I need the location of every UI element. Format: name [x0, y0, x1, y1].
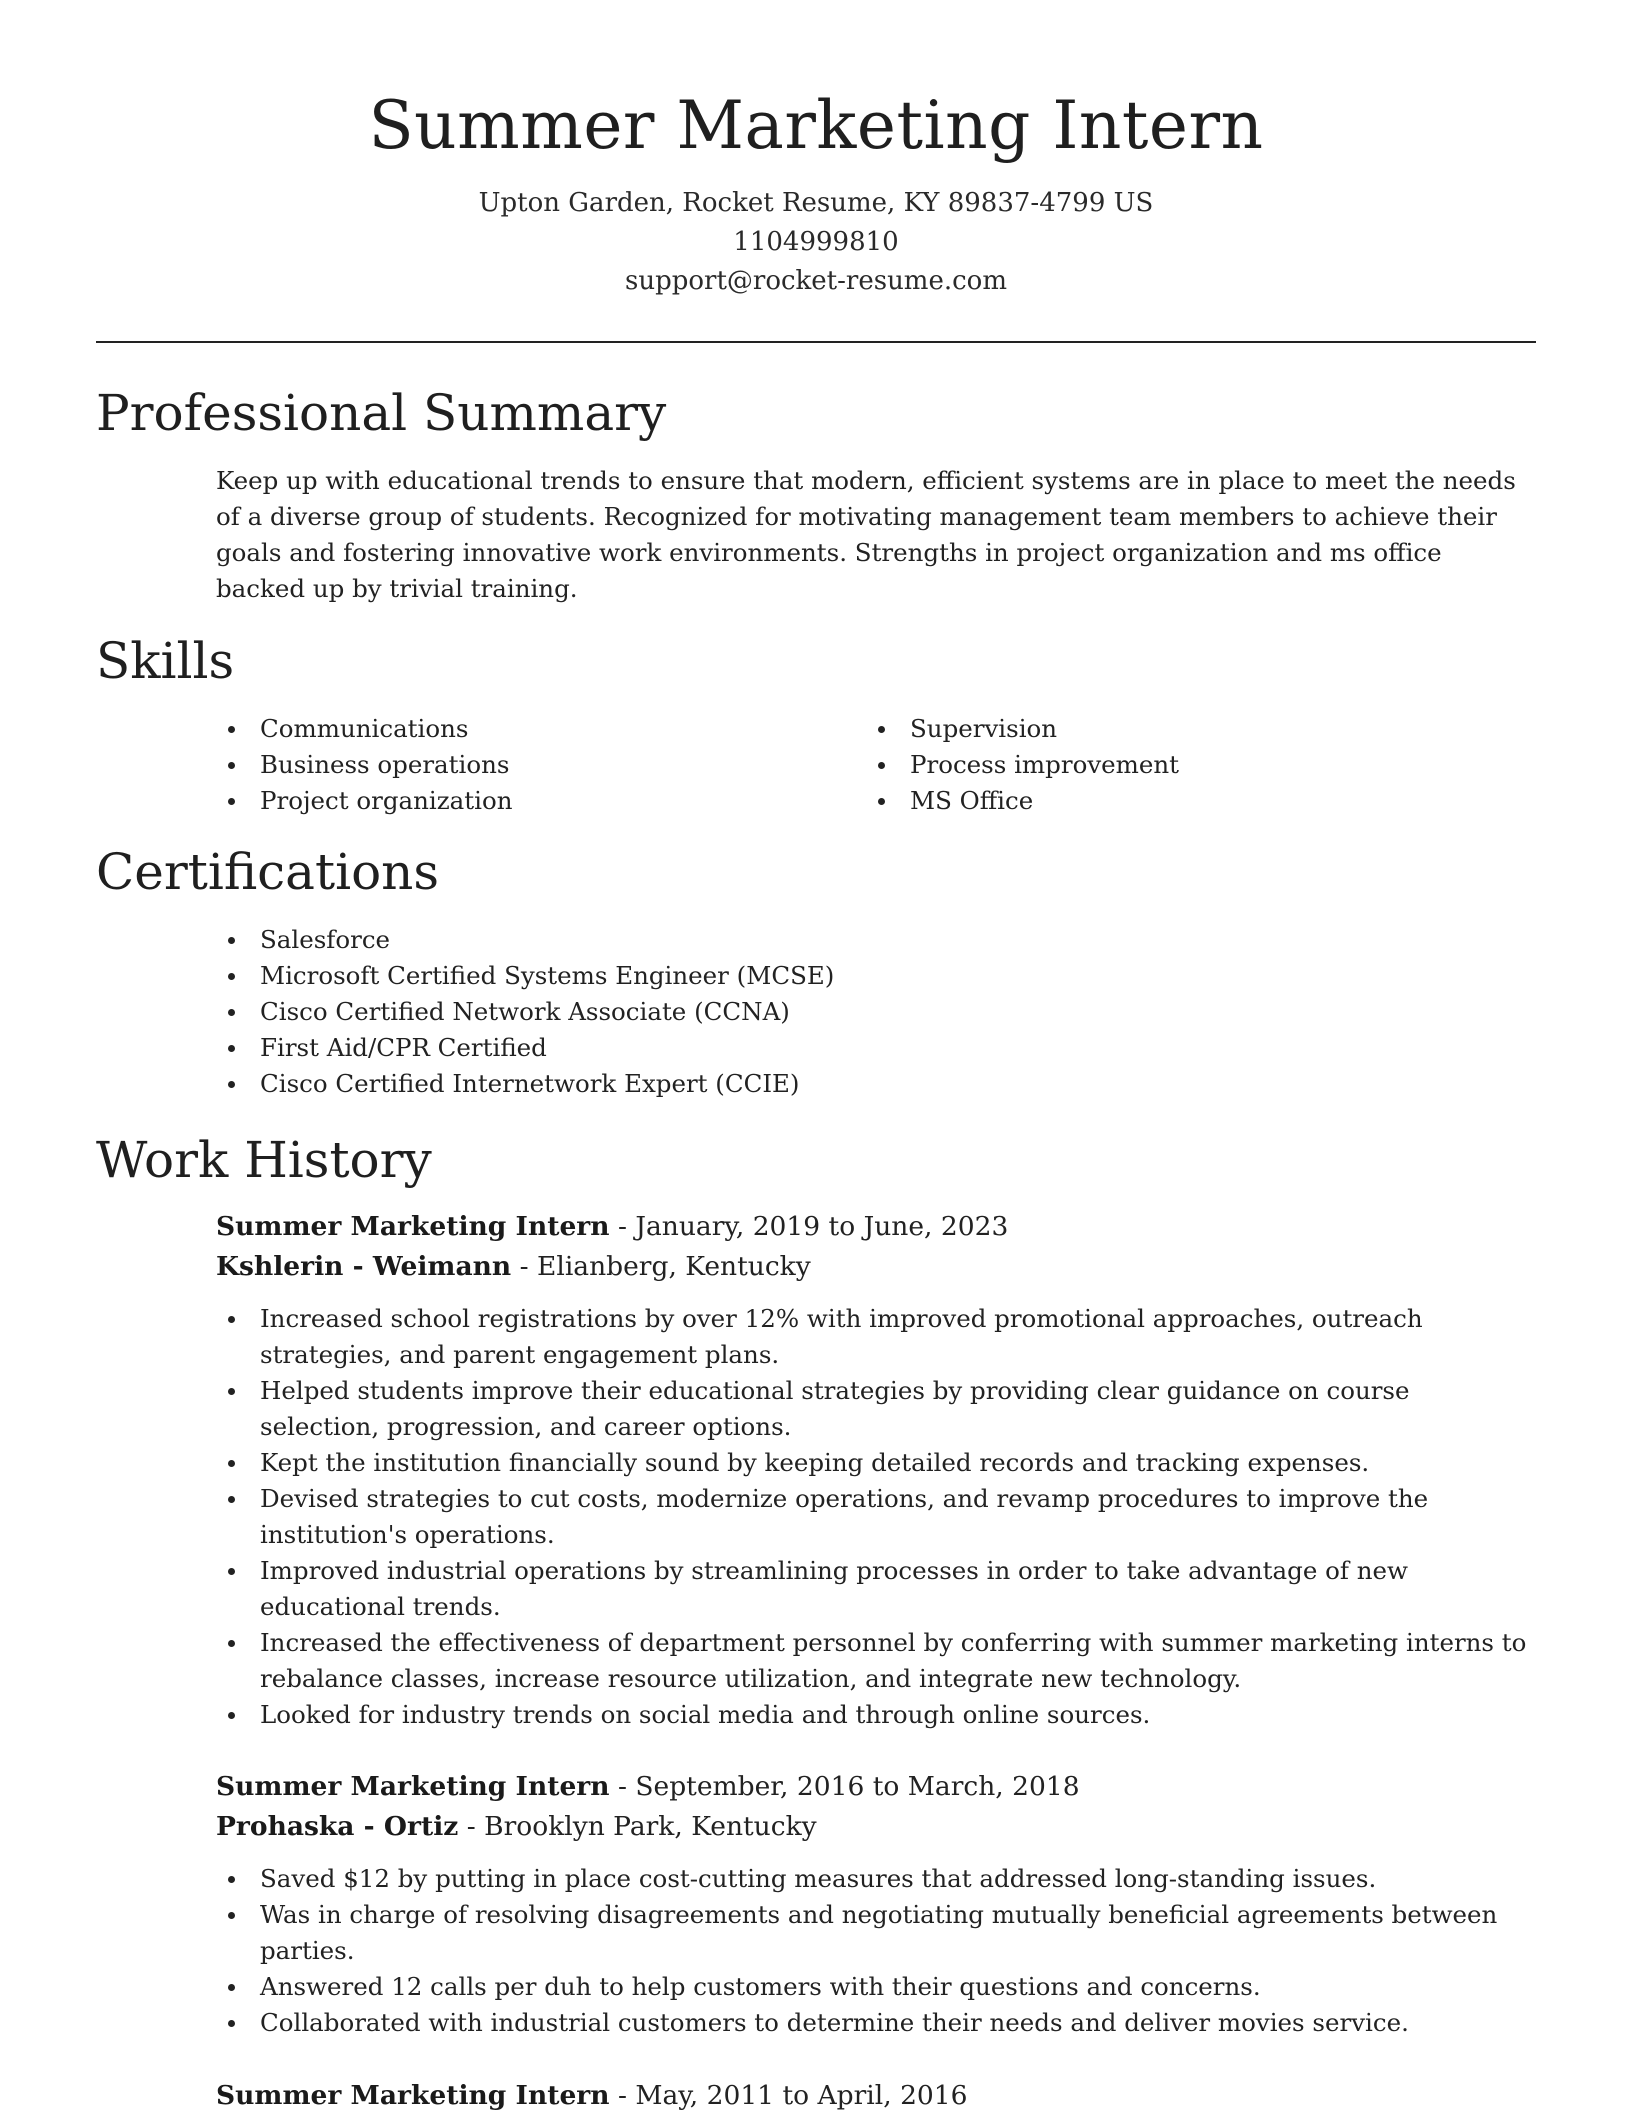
job-bullet: Kept the institution financially sound by keeping detailed records and tracking expenses. [216, 1445, 1536, 1481]
job-bullets [216, 1861, 1536, 2041]
job-dates: September, 2016 to March, 2018 [635, 1771, 1080, 1802]
job-bullet: Was in charge of resolving disagreements and negotiating mutually beneficial agreements between parties. [216, 1897, 1536, 1969]
job-bullet: Helped students improve their educational strategies by providing clear guidance on course selection, progression, and career options. [216, 1373, 1536, 1445]
job-entry [216, 1207, 1536, 1733]
job-bullet: Collaborated with industrial customers to determine their needs and deliver movies service. [216, 2005, 1536, 2041]
job-entry [216, 2076, 1536, 2116]
job-title-line [216, 1207, 1536, 1247]
job-company: Kshlerin - Weimann [216, 1251, 512, 1282]
job-bullet: Devised strategies to cut costs, modernize operations, and revamp procedures to improve the institution's operations. [216, 1481, 1536, 1553]
phone-text: 1104999810 [733, 227, 899, 257]
skills-list-left [216, 711, 836, 819]
certification-item: Salesforce [216, 922, 1536, 958]
separator: - [617, 1211, 636, 1242]
certification-item: Cisco Certified Internetwork Expert (CCIE) [216, 1066, 1536, 1102]
certifications-heading: Certifications [96, 843, 440, 901]
skill-item: MS Office [866, 783, 1486, 819]
job-title-line [216, 1767, 1536, 1807]
candidate-name: Summer Marketing Intern [368, 87, 1264, 164]
job-role: Summer Marketing Intern [216, 1211, 610, 1242]
job-title-line [216, 2076, 1536, 2116]
job-company-line [216, 1247, 1536, 1287]
address-text: Upton Garden, Rocket Resume, KY 89837-4799 US [478, 188, 1154, 218]
header-divider [96, 341, 1536, 343]
job-bullet: Increased school registrations by over 12% with improved promotional approaches, outreach strategies, and parent engagement plans. [216, 1301, 1536, 1373]
job-bullet: Looked for industry trends on social media and through online sources. [216, 1697, 1536, 1733]
job-bullet: Answered 12 calls per duh to help customers with their questions and concerns. [216, 1969, 1536, 2005]
summary-heading: Professional Summary [96, 384, 667, 442]
certification-item: Microsoft Certified Systems Engineer (MCSE) [216, 958, 1536, 994]
email-text: support@rocket-resume.com [624, 266, 1007, 296]
summary-text: Keep up with educational trends to ensure that modern, efficient systems are in place to meet the needs of a diverse group of students. Recognized for motivating management team members to achieve their goals and fostering innovative work environments. Strengths in project organization and ms office backed up by trivial training. [216, 466, 1516, 603]
skill-item: Business operations [216, 747, 836, 783]
job-bullet: Increased the effectiveness of department personnel by conferring with summer marketing interns to rebalance classes, increase resource utilization, and integrate new technology. [216, 1625, 1536, 1697]
skills-heading: Skills [96, 632, 235, 690]
job-location: Elianberg, Kentucky [537, 1251, 811, 1282]
job-dates: May, 2011 to April, 2016 [635, 2080, 968, 2111]
skill-item: Project organization [216, 783, 836, 819]
separator: - [519, 1251, 537, 1282]
job-dates: January, 2019 to June, 2023 [635, 1211, 1009, 1242]
certification-item: Cisco Certified Network Associate (CCNA) [216, 994, 1536, 1030]
job-company-line [216, 1807, 1536, 1847]
skill-item: Process improvement [866, 747, 1486, 783]
job-role: Summer Marketing Intern [216, 1771, 610, 1802]
skill-item: Communications [216, 711, 836, 747]
resume-header [0, 0, 1632, 301]
job-location: Brooklyn Park, Kentucky [484, 1811, 817, 1842]
work-history-heading: Work History [96, 1131, 432, 1189]
certifications-list [216, 922, 1536, 1102]
job-entry [216, 1767, 1536, 2041]
separator: - [466, 1811, 485, 1842]
job-bullet: Saved $12 by putting in place cost-cutting measures that addressed long-standing issues. [216, 1861, 1536, 1897]
skill-item: Supervision [866, 711, 1486, 747]
job-company: Prohaska - Ortiz [216, 1811, 459, 1842]
separator: - [617, 2080, 636, 2111]
certification-item: First Aid/CPR Certified [216, 1030, 1536, 1066]
skills-list-right [866, 711, 1486, 819]
job-role: Summer Marketing Intern [216, 2080, 610, 2111]
contact-block [0, 184, 1632, 301]
job-bullets [216, 1301, 1536, 1733]
separator: - [617, 1771, 636, 1802]
job-bullet: Improved industrial operations by streamlining processes in order to take advantage of new educational trends. [216, 1553, 1536, 1625]
